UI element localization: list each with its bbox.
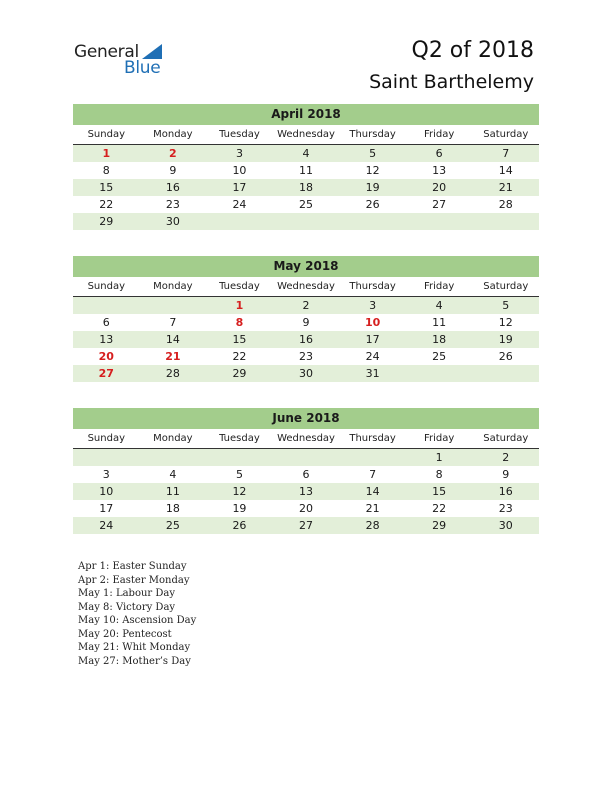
day-cell: 28 (498, 198, 513, 211)
day-cell (406, 365, 473, 382)
day-cell: 11 (165, 485, 180, 498)
day-cell: 24 (365, 350, 380, 363)
brand-name-blue: Blue (124, 58, 161, 78)
holiday-day-cell: 1 (102, 147, 111, 160)
day-cell: 21 (365, 502, 380, 515)
day-cell (406, 213, 473, 230)
holiday-day-cell: 21 (165, 350, 181, 363)
week-row (73, 500, 539, 517)
day-cell (273, 449, 340, 466)
day-cell: 18 (432, 333, 447, 346)
day-cell: 3 (369, 299, 377, 312)
day-cell: 29 (232, 367, 247, 380)
day-cell: 5 (369, 147, 377, 160)
day-cell: 3 (235, 147, 243, 160)
day-cell: 7 (502, 147, 510, 160)
day-cell (140, 449, 207, 466)
holiday-note: May 27: Mother’s Day (78, 655, 191, 667)
day-cell: 12 (365, 164, 380, 177)
day-cell: 13 (432, 164, 447, 177)
logo-triangle-icon (142, 44, 162, 59)
weekday-header-row (73, 125, 539, 145)
weekday-label: Saturday (483, 281, 529, 292)
week-row (73, 213, 539, 230)
month-title: April 2018 (73, 104, 539, 125)
holiday-note: May 10: Ascension Day (78, 615, 197, 626)
day-cell: 22 (232, 350, 247, 363)
day-cell: 11 (299, 164, 314, 177)
week-row (73, 331, 539, 348)
weekday-label: Friday (424, 281, 455, 292)
week-row (73, 483, 539, 500)
day-cell: 16 (498, 485, 513, 498)
week-row (73, 145, 539, 162)
day-cell: 26 (365, 198, 380, 211)
day-cell: 19 (498, 333, 513, 346)
week-row (73, 449, 539, 466)
page-subtitle: Saint Barthelemy (369, 71, 534, 93)
day-cell: 19 (232, 502, 247, 515)
weekday-label: Sunday (87, 281, 125, 292)
day-cell: 26 (232, 519, 247, 532)
day-cell: 9 (302, 316, 310, 329)
week-row (73, 314, 539, 331)
holiday-note: May 1: Labour Day (78, 588, 175, 599)
holiday-day-cell: 10 (364, 316, 381, 329)
week-row (73, 297, 539, 314)
week-row (73, 162, 539, 179)
weekday-label: Wednesday (277, 433, 335, 444)
month-calendar (73, 408, 539, 534)
day-cell: 15 (232, 333, 247, 346)
day-cell: 18 (165, 502, 180, 515)
page-title: Q2 of 2018 (411, 38, 534, 63)
day-cell (140, 297, 207, 314)
week-row (73, 466, 539, 483)
day-cell (472, 365, 539, 382)
week-row (73, 517, 539, 534)
day-cell: 13 (99, 333, 114, 346)
day-cell: 25 (165, 519, 180, 532)
day-cell: 22 (432, 502, 447, 515)
day-cell (206, 213, 273, 230)
weekday-label: Friday (424, 433, 455, 444)
day-cell: 20 (299, 502, 314, 515)
day-cell: 23 (299, 350, 314, 363)
day-cell: 10 (99, 485, 114, 498)
day-cell: 17 (232, 181, 247, 194)
month-title: May 2018 (73, 256, 539, 277)
day-cell: 6 (435, 147, 443, 160)
day-cell (206, 449, 273, 466)
day-cell (73, 297, 140, 314)
day-cell: 30 (498, 519, 513, 532)
holiday-day-cell: 27 (98, 367, 114, 380)
day-cell: 4 (302, 147, 310, 160)
day-cell: 14 (498, 164, 513, 177)
day-cell: 7 (369, 468, 377, 481)
holiday-note: May 20: Pentecost (78, 628, 172, 640)
day-cell: 8 (102, 164, 110, 177)
day-cell: 15 (99, 181, 114, 194)
holiday-day-cell: 1 (235, 299, 244, 312)
day-cell: 28 (165, 367, 180, 380)
week-row (73, 348, 539, 365)
day-cell: 5 (502, 299, 510, 312)
weekday-label: Wednesday (277, 129, 335, 140)
day-cell: 24 (99, 519, 114, 532)
weekday-label: Saturday (483, 433, 529, 444)
weekday-label: Thursday (349, 433, 396, 444)
day-cell: 7 (169, 316, 177, 329)
day-cell: 6 (302, 468, 310, 481)
day-cell: 8 (435, 468, 443, 481)
day-cell: 23 (498, 502, 513, 515)
month-calendar (73, 256, 539, 382)
day-cell: 28 (365, 519, 380, 532)
day-cell: 20 (432, 181, 447, 194)
day-cell: 14 (365, 485, 380, 498)
day-cell: 30 (299, 367, 314, 380)
day-cell: 9 (169, 164, 177, 177)
day-cell: 18 (299, 181, 314, 194)
weekday-label: Tuesday (219, 433, 260, 444)
holiday-note: Apr 2: Easter Monday (78, 574, 190, 586)
brand-name-general: General (74, 42, 139, 62)
day-cell: 25 (299, 198, 314, 211)
day-cell: 17 (365, 333, 380, 346)
day-cell: 9 (502, 468, 510, 481)
day-cell (273, 213, 340, 230)
weekday-label: Friday (424, 129, 455, 140)
month-calendar (73, 104, 539, 230)
day-cell: 23 (165, 198, 180, 211)
day-cell: 31 (365, 367, 380, 380)
day-cell: 30 (165, 215, 180, 228)
holiday-note: May 21: Whit Monday (78, 642, 191, 653)
weekday-header-row (73, 429, 539, 449)
weekday-label: Sunday (87, 433, 125, 444)
weekday-label: Tuesday (219, 129, 260, 140)
holiday-day-cell: 8 (235, 316, 244, 329)
holiday-note: May 8: Victory Day (78, 601, 176, 613)
day-cell: 10 (232, 164, 247, 177)
day-cell: 6 (102, 316, 110, 329)
day-cell: 24 (232, 198, 247, 211)
weekday-label: Saturday (483, 129, 529, 140)
month-title: June 2018 (73, 408, 539, 429)
day-cell: 14 (165, 333, 180, 346)
weekday-label: Monday (153, 433, 193, 444)
day-cell: 27 (299, 519, 314, 532)
day-cell: 15 (432, 485, 447, 498)
day-cell: 12 (498, 316, 513, 329)
day-cell: 4 (169, 468, 177, 481)
day-cell: 11 (432, 316, 447, 329)
week-row (73, 196, 539, 213)
week-row (73, 179, 539, 196)
day-cell: 25 (432, 350, 447, 363)
day-cell: 29 (99, 215, 114, 228)
day-cell: 17 (99, 502, 114, 515)
day-cell: 1 (435, 451, 443, 464)
day-cell (73, 449, 140, 466)
holiday-day-cell: 2 (169, 147, 177, 160)
day-cell (339, 449, 406, 466)
day-cell (339, 213, 406, 230)
holiday-notes (78, 560, 196, 668)
week-row (73, 365, 539, 382)
brand-logo (74, 42, 174, 78)
weekday-label: Sunday (87, 129, 125, 140)
weekday-label: Wednesday (277, 281, 335, 292)
day-cell (472, 213, 539, 230)
day-cell: 2 (502, 451, 510, 464)
day-cell: 29 (432, 519, 447, 532)
day-cell: 21 (498, 181, 513, 194)
day-cell: 13 (299, 485, 314, 498)
holiday-day-cell: 20 (98, 350, 114, 363)
day-cell: 16 (165, 181, 180, 194)
weekday-label: Tuesday (219, 281, 260, 292)
day-cell: 3 (102, 468, 110, 481)
day-cell: 27 (432, 198, 447, 211)
day-cell: 16 (299, 333, 314, 346)
day-cell: 4 (435, 299, 443, 312)
day-cell: 2 (302, 299, 310, 312)
day-cell: 26 (498, 350, 513, 363)
weekday-label: Monday (153, 281, 193, 292)
day-cell: 19 (365, 181, 380, 194)
day-cell: 5 (235, 468, 243, 481)
day-cell: 12 (232, 485, 247, 498)
weekday-label: Thursday (349, 281, 396, 292)
weekday-label: Thursday (349, 129, 396, 140)
weekday-header-row (73, 277, 539, 297)
weekday-label: Monday (153, 129, 193, 140)
holiday-note: Apr 1: Easter Sunday (78, 561, 187, 572)
day-cell: 22 (99, 198, 114, 211)
